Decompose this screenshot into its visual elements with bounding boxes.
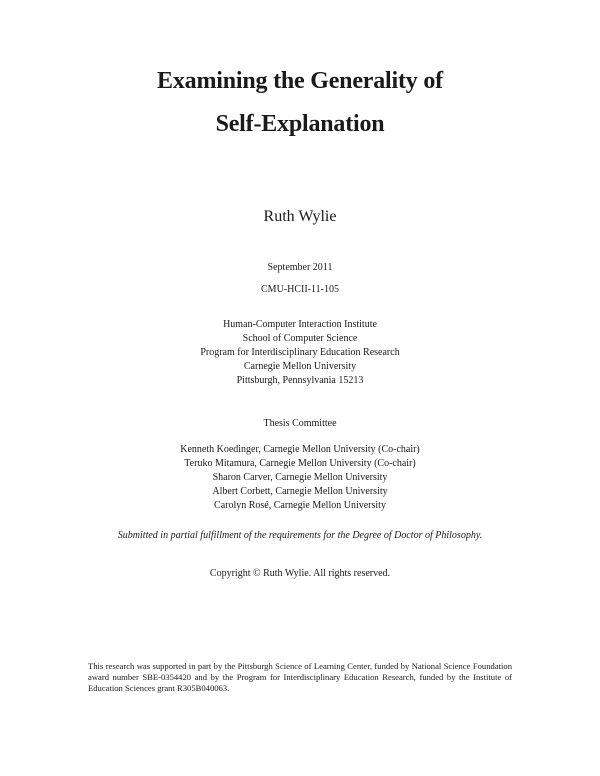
affiliation-line: Carnegie Mellon University <box>243 361 357 372</box>
author-name: Ruth Wylie <box>263 208 337 225</box>
thesis-title-line-2: Self-Explanation <box>215 111 385 137</box>
report-number: CMU-HCII-11-105 <box>261 284 339 295</box>
publication-date: September 2011 <box>267 262 333 273</box>
committee-heading: Thesis Committee <box>263 418 337 429</box>
committee-members <box>0 443 600 513</box>
submission-note: Submitted in partial fulfillment of the requirements for the Degree of Doctor of Philosophy. <box>117 530 483 541</box>
committee-member: Albert Corbett, Carnegie Mellon University <box>212 486 388 497</box>
affiliation-line: School of Computer Science <box>242 333 358 344</box>
funding-footnote: This research was supported in part by the Pittsburgh Science of Learning Center, funded by National Science Foundation award number SBE-0354420 and by the Program for Interdisciplinary Education Research, funded by the Institute of Education Sciences grant R305B040063. <box>88 661 512 693</box>
affiliation-line: Program for Interdisciplinary Education Research <box>200 347 400 358</box>
committee-member: Carolyn Rosé, Carnegie Mellon University <box>214 500 386 511</box>
copyright-notice: Copyright © Ruth Wylie. All rights reserved. <box>209 568 391 579</box>
committee-member: Teruko Mitamura, Carnegie Mellon University (Co-chair) <box>184 458 416 469</box>
committee-member: Kenneth Koedinger, Carnegie Mellon University (Co-chair) <box>180 444 420 455</box>
affiliation-line: Human-Computer Interaction Institute <box>223 319 377 330</box>
affiliation-line: Pittsburgh, Pennsylvania 15213 <box>236 375 364 386</box>
thesis-title-line-1: Examining the Generality of <box>157 68 443 94</box>
committee-member: Sharon Carver, Carnegie Mellon University <box>212 472 388 483</box>
affiliation-block <box>0 318 600 388</box>
